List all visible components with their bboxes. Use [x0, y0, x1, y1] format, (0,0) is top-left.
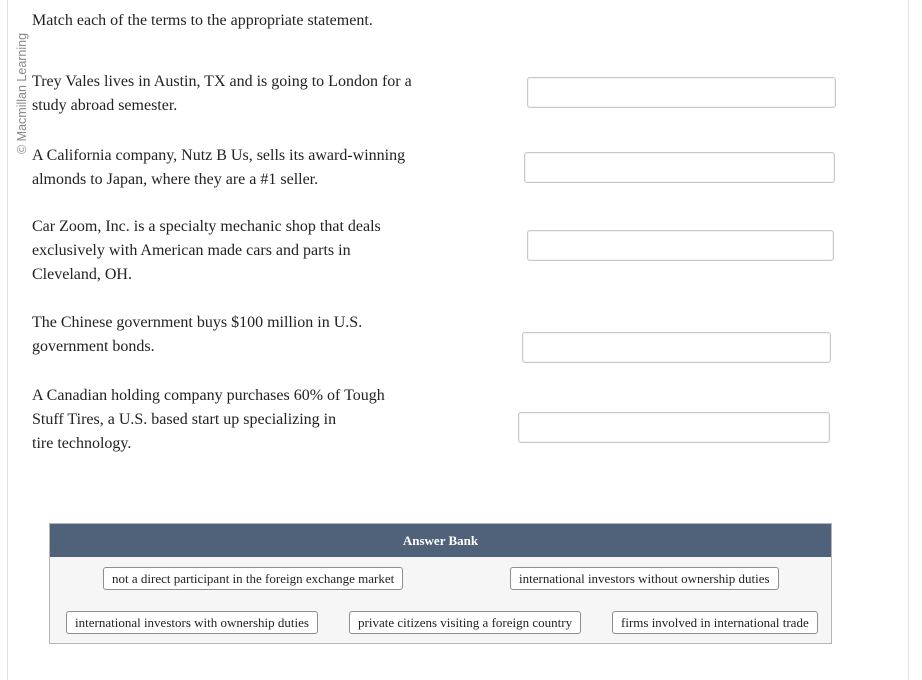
statement-4	[32, 311, 452, 359]
drop-target-3[interactable]	[527, 230, 834, 261]
answer-bank-title: Answer Bank	[50, 524, 831, 557]
drop-target-5[interactable]	[518, 412, 830, 443]
statement-line: exclusively with American made cars and parts in	[32, 242, 351, 259]
statement-line: A Canadian holding company purchases 60% of Tough	[32, 387, 385, 404]
drop-target-1[interactable]	[527, 77, 836, 108]
statement-line: Stuff Tires, a U.S. based start up specializing in	[32, 411, 337, 428]
answer-bank	[49, 523, 832, 644]
drop-target-4[interactable]	[522, 332, 831, 363]
statement-line: Trey Vales lives in Austin, TX and is going to London for a	[32, 73, 412, 90]
statement-line: The Chinese government buys $100 million in U.S.	[32, 314, 363, 331]
statement-3	[32, 215, 452, 287]
watermark-text: © Macmillan Learning	[15, 32, 29, 154]
statement-1	[32, 70, 452, 118]
statement-line: government bonds.	[32, 338, 155, 355]
statement-line: study abroad semester.	[32, 97, 178, 114]
instruction-text: Match each of the terms to the appropriate statement.	[32, 12, 373, 29]
answer-chip[interactable]: not a direct participant in the foreign exchange market	[103, 567, 403, 590]
statement-line: Car Zoom, Inc. is a specialty mechanic shop that deals	[32, 218, 381, 235]
drop-target-2[interactable]	[524, 152, 835, 183]
statement-line: Cleveland, OH.	[32, 266, 132, 283]
page-right-border	[908, 0, 909, 680]
answer-chip[interactable]: international investors without ownership duties	[510, 567, 779, 590]
statement-line: tire technology.	[32, 435, 132, 452]
page-left-border	[7, 0, 8, 680]
statement-line: almonds to Japan, where they are a #1 seller.	[32, 171, 319, 188]
answer-chip[interactable]: private citizens visiting a foreign country	[349, 611, 581, 634]
statement-2	[32, 144, 452, 192]
answer-chip[interactable]: firms involved in international trade	[612, 611, 818, 634]
watermark	[14, 14, 30, 154]
statement-5	[32, 384, 452, 456]
statement-line: A California company, Nutz B Us, sells its award-winning	[32, 147, 406, 164]
answer-chip[interactable]: international investors with ownership duties	[66, 611, 318, 634]
